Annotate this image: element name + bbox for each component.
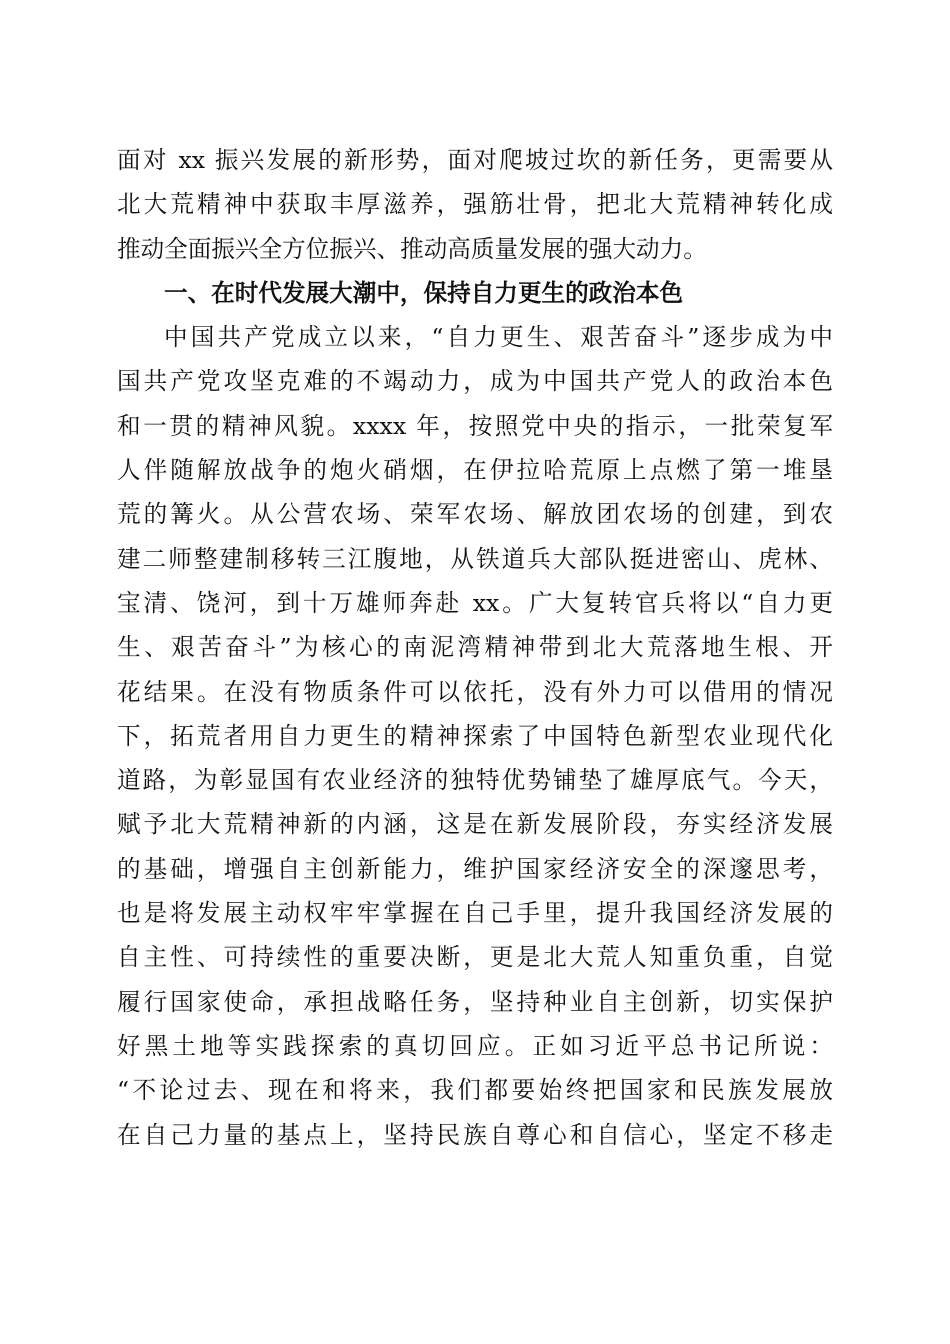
paragraph-line: 推动全面振兴全方位振兴、推动高质量发展的强大动力。 [117, 234, 707, 263]
paragraph-line: 在自己力量的基点上，坚持民族自尊心和自信心，坚定不移走 [117, 1120, 833, 1149]
paragraph-line: 北大荒精神中获取丰厚滋养，强筋壮骨，把北大荒精神转化成 [117, 190, 833, 219]
paragraph-line: “不论过去、现在和将来，我们都要始终把国家和民族发展放 [117, 1076, 833, 1105]
paragraph-line: 的基础，增强自主创新能力，维护国家经济安全的深邃思考， [117, 854, 833, 883]
paragraph-line: 宝清、饶河，到十万雄师奔赴 xx。广大复转官兵将以“自力更 [117, 588, 833, 617]
paragraph-line: 人伴随解放战争的炮火硝烟，在伊拉哈荒原上点燃了第一堆垦 [117, 456, 833, 485]
paragraph-line: 道路，为彰显国有农业经济的独特优势铺垫了雄厚底气。今天， [117, 766, 833, 795]
paragraph-line: 好黑土地等实践探索的真切回应。正如习近平总书记所说： [117, 1031, 833, 1060]
paragraph-line: 赋予北大荒精神新的内涵，这是在新发展阶段，夯实经济发展 [117, 810, 833, 839]
paragraph-line: 生、艰苦奋斗”为核心的南泥湾精神带到北大荒落地生根、开 [117, 633, 833, 662]
paragraph-line: 自主性、可持续性的重要决断，更是北大荒人知重负重，自觉 [117, 943, 833, 972]
paragraph-line: 花结果。在没有物质条件可以依托，没有外力可以借用的情况 [117, 677, 833, 706]
section-heading: 一、在时代发展大潮中，保持自力更生的政治本色 [164, 278, 684, 307]
paragraph-line: 中国共产党成立以来，“自力更生、艰苦奋斗”逐步成为中 [164, 323, 833, 352]
paragraph-line: 荒的篝火。从公营农场、荣军农场、解放团农场的创建，到农 [117, 500, 833, 529]
paragraph-line: 下，拓荒者用自力更生的精神探索了中国特色新型农业现代化 [117, 721, 833, 750]
paragraph-line: 国共产党攻坚克难的不竭动力，成为中国共产党人的政治本色 [117, 367, 833, 396]
paragraph-line: 也是将发展主动权牢牢掌握在自己手里，提升我国经济发展的 [117, 899, 833, 928]
paragraph-line: 面对 xx 振兴发展的新形势，面对爬坡过坎的新任务，更需要从 [117, 146, 833, 174]
paragraph-line: 建二师整建制移转三江腹地，从铁道兵大部队挺进密山、虎林、 [117, 544, 833, 573]
paragraph-line: 和一贯的精神风貌。xxxx 年，按照党中央的指示，一批荣复军 [117, 411, 833, 440]
document-body [117, 138, 833, 1157]
paragraph-line: 履行国家使命，承担战略任务，坚持种业自主创新，切实保护 [117, 987, 833, 1016]
